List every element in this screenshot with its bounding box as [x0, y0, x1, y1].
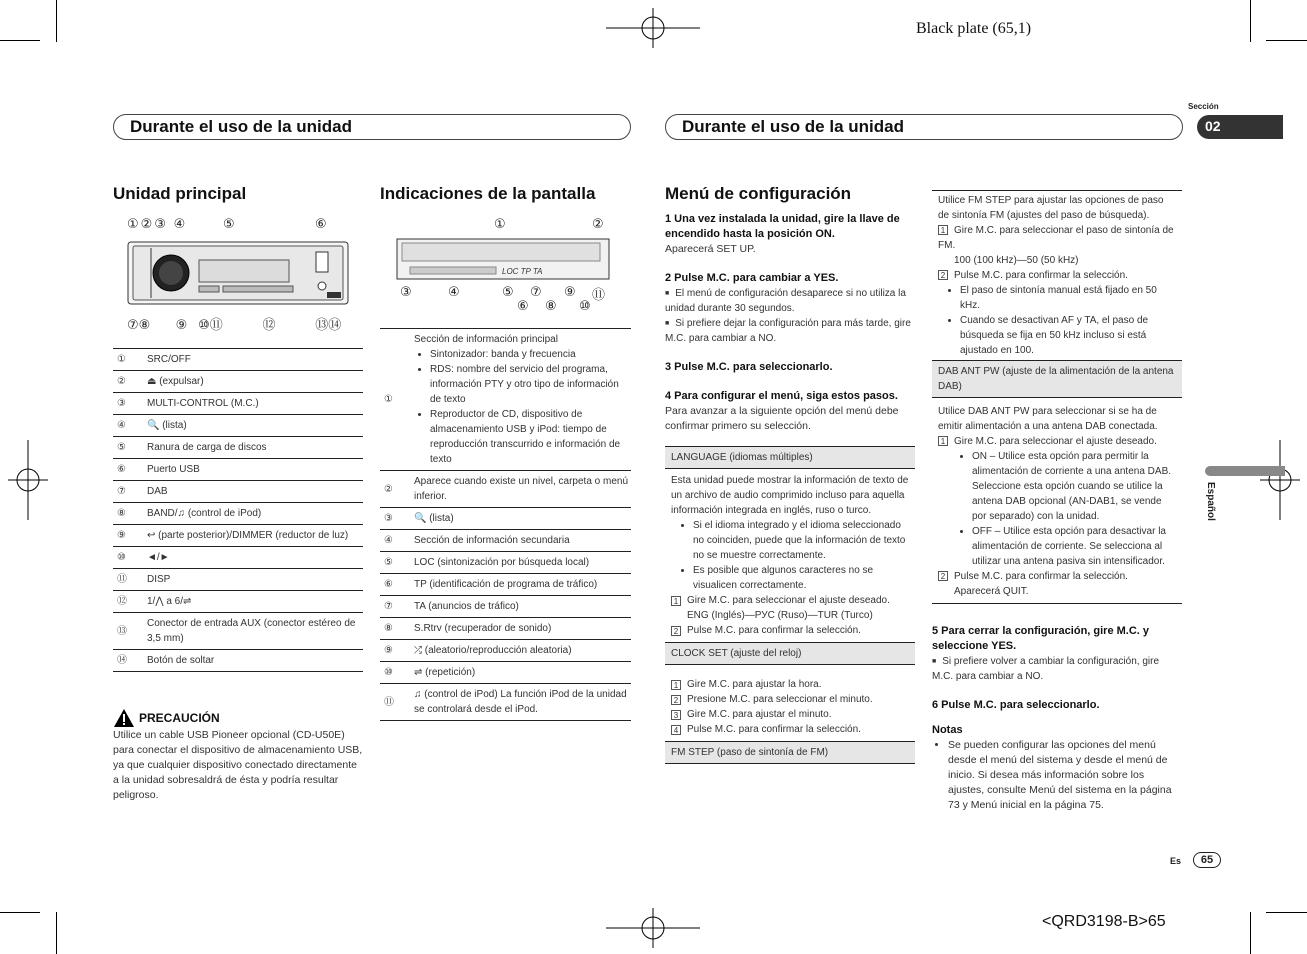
page-number: 65	[1193, 852, 1221, 868]
menu-column-1: 1 Una vez instalada la unidad, gire la llave de encendido hasta la posición ON. Aparecerá SET UP. 2 Pulse M.C. para cambiar a YES. ■ El menú de configuración desaparece si no utiliza la unidad durante 30 segundos. ■ Si prefiere dejar la configuración para más tarde, gire M.C. para cambiar a NO. 3 Pulse M.C. para seleccionarlo. 4 Para configurar el menú, siga estos pasos. Para avanzar a la siguiente opción del menú debe confirmar primero su selección. LANGUAGE (idiomas múltiples) Esta unidad puede mostrar la información de texto de un archivo de audio comprimido incluso para aquella información integrada en inglés, ruso o turco. • Si el idioma integrado y el idioma seleccionado no coinciden, puede que la información de texto no se muestre correctamente. • Es posible que algunos caracteres no se visualicen correctamente. 1 Gire M.C. para seleccionar el ajuste deseado. ENG (Inglés)—РУС (Ruso)—TUR (Turco) 2 Pulse M.C. para confirmar la selección. CLOCK SET (ajuste del reloj) 1 Gire M.C. para ajustar la hora. 2 Presione M.C. para seleccionar el minuto. 3 Gire M.C. para ajustar el minuto. 4 Pulse M.C. para confirmar la selección. FM STEP (paso de sintonía de FM)	[665, 212, 915, 764]
table-row: ⑧ BAND/♫ (control de iPod)	[113, 503, 363, 525]
plate-label: Black plate (65,1)	[916, 20, 1032, 37]
registration-mark-right	[1260, 440, 1300, 520]
language-tab-label: Español	[1205, 482, 1216, 521]
list-item: • OFF – Utilice esta opción para desactivar la alimentación de corriente. Se selecciona al utilizar una antena pasiva sin intensificador.	[972, 524, 1176, 569]
section-number-badge: 02	[1197, 115, 1283, 139]
head-unit-drawing	[127, 238, 351, 306]
list-item: • El paso de sintonía manual está fijado en 50 kHz.	[960, 283, 1176, 313]
lcd-indicators: LOC TP TA	[502, 267, 543, 276]
crop-mark	[56, 912, 57, 954]
display-callout-7: ⑦	[530, 284, 542, 299]
dab-heading: DAB ANT PW (ajuste de la alimentación de la antena DAB)	[932, 360, 1182, 398]
table-row: ⑦ DAB	[113, 481, 363, 503]
language-tab-marker	[1205, 466, 1285, 476]
crop-mark	[1266, 40, 1307, 41]
crop-mark	[56, 0, 57, 42]
table-row: ⑧ S.Rtrv (recuperador de sonido)	[380, 618, 631, 640]
display-title: Indicaciones de la pantalla	[380, 184, 596, 203]
language-options: ENG (Inglés)—РУС (Ruso)—TUR (Turco)	[687, 610, 873, 622]
section-label: Sección	[1188, 102, 1219, 111]
callout-bottom-group: ⑦⑧ ⑨ ⑩⑪ ⑫ ⑬⑭	[127, 317, 342, 332]
table-row: ⑦ TA (anuncios de tráfico)	[380, 596, 631, 618]
language-heading: LANGUAGE (idiomas múltiples)	[665, 446, 915, 469]
display-row-title: Sección de información principal	[414, 334, 558, 345]
table-row: ④ 🔍 (lista)	[113, 415, 363, 437]
step-2-title: 2 Pulse M.C. para cambiar a YES.	[665, 272, 839, 284]
display-callout-2: ②	[592, 216, 604, 231]
callout-6: ⑥	[315, 216, 327, 231]
lcd-drawing	[396, 238, 610, 280]
display-callout-6: ⑥	[517, 298, 529, 313]
menu-title: Menú de configuración	[665, 184, 852, 203]
table-row: ⑪ ♫ (control de iPod) La función iPod de la unidad se controlará desde el iPod.	[380, 684, 631, 721]
list-item: • Reproductor de CD, dispositivo de almacenamiento USB y iPod: tiempo de reproducción transcurrido e información de texto	[430, 407, 629, 467]
registration-mark-top	[606, 8, 700, 48]
table-row: ② Aparece cuando existe un nivel, carpeta o menú inferior.	[380, 471, 631, 508]
table-row: ⑫ 1/⋀ a 6/⇌	[113, 591, 363, 613]
caution-box	[113, 708, 365, 803]
crop-mark	[0, 40, 40, 41]
fm-step-values: 100 (100 kHz)—50 (50 kHz)	[954, 255, 1079, 266]
table-row: ④ Sección de información secundaria	[380, 530, 631, 552]
step-4-title: 4 Para configurar el menú, siga estos pasos.	[665, 390, 898, 403]
head-unit-illustration	[113, 214, 363, 334]
display-callout-8: ⑧	[545, 298, 557, 313]
notes-title: Notas	[932, 724, 963, 737]
callout-5: ⑤	[223, 216, 235, 231]
list-item: • Cuando se desactivan AF y TA, el paso de búsqueda se fija en 50 kHz incluso si está ajustado en 100.	[960, 313, 1176, 358]
fm-step-heading: FM STEP (paso de sintonía de FM)	[665, 741, 915, 764]
display-callout-3: ③	[400, 284, 412, 299]
table-row: ③ 🔍 (lista)	[380, 508, 631, 530]
display-callout-1: ①	[494, 216, 506, 231]
table-row: ⑨ ⤮ (aleatorio/reproducción aleatoria)	[380, 640, 631, 662]
clock-step: Presione M.C. para seleccionar el minuto.	[687, 694, 873, 706]
table-row: ⑤ Ranura de carga de discos	[113, 437, 363, 459]
step-5-title: 5 Para cerrar la configuración, gire M.C. y seleccione YES.	[932, 625, 1150, 652]
table-row: ⑬ Conector de entrada AUX (conector estéreo de 3,5 mm)	[113, 613, 363, 650]
step-3-title: 3 Pulse M.C. para seleccionarlo.	[665, 361, 833, 374]
right-page-header: Durante el uso de la unidad	[665, 114, 1183, 140]
crop-mark	[1250, 912, 1251, 954]
unit-parts-table	[113, 348, 363, 672]
clock-heading: CLOCK SET (ajuste del reloj)	[665, 642, 915, 665]
step-5-note: ■ Si prefiere volver a cambiar la configuración, gire M.C. para cambiar a NO.	[932, 654, 1182, 684]
table-row: ① SRC/OFF	[113, 349, 363, 371]
display-callout-11: ⑪	[592, 287, 606, 302]
display-table	[380, 328, 631, 721]
display-row: ① Sección de información principal • Sintonizador: banda y frecuencia • RDS: nombre del servicio del programa, información PTY y otro tipo de información de texto • Reproductor de CD, dispositivo de almacenamiento USB y iPod: tiempo de reproducción transcurrido e información de texto	[380, 329, 631, 471]
step-6-title: 6 Pulse M.C. para seleccionarlo.	[932, 699, 1100, 712]
step-1-title: 1 Una vez instalada la unidad, gire la llave de encendido hasta la posición ON.	[665, 213, 900, 240]
caution-text: Utilice un cable USB Pioneer opcional (CD-U50E) para conectar el dispositivo de almacenamiento USB, ya que cualquier dispositivo conectado directamente a la unidad sobresaldrá de ésta y podría resultar peligroso.	[113, 729, 363, 801]
list-item: • Sintonizador: banda y frecuencia	[430, 347, 629, 362]
callout-top-group: ①②③ ④	[127, 216, 188, 231]
registration-mark-left	[8, 440, 48, 520]
dab-step: Gire M.C. para seleccionar el ajuste deseado.	[954, 436, 1157, 447]
clock-step: Gire M.C. para ajustar el minuto.	[687, 709, 832, 721]
table-row: ⑤ LOC (sintonización por búsqueda local)	[380, 552, 631, 574]
language-code: Es	[1170, 856, 1182, 866]
display-illustration	[380, 214, 630, 314]
display-callout-9: ⑨	[564, 284, 576, 299]
table-row: ⑩ ◄/►	[113, 547, 363, 569]
fm-step-step: Pulse M.C. para confirmar la selección.	[954, 270, 1128, 281]
step-4-text: Para avanzar a la siguiente opción del menú debe confirmar primero su selección.	[665, 405, 899, 433]
table-row: ⑥ Puerto USB	[113, 459, 363, 481]
step-2-note: ■ Si prefiere dejar la configuración para más tarde, gire M.C. para cambiar a NO.	[665, 316, 915, 346]
display-callout-10: ⑩	[579, 298, 591, 313]
fm-step-step: Gire M.C. para seleccionar el paso de sintonía de FM.	[938, 225, 1174, 251]
notes-text: • Se pueden configurar las opciones del menú desde el menú del sistema y desde el menú de inicio. Si desea más información sobre los ajustes, consulte Menú del sistema en la página 73 y Menú inicial en la página 75.	[948, 738, 1182, 813]
table-row: ⑥ TP (identificación de programa de tráfico)	[380, 574, 631, 596]
table-row: ② ⏏ (expulsar)	[113, 371, 363, 393]
table-row: ⑨ ↩ (parte posterior)/DIMMER (reductor de luz)	[113, 525, 363, 547]
language-text: Esta unidad puede mostrar la información de texto de un archivo de audio comprimido incluso para aquella información integrada en inglés, ruso o turco.	[671, 475, 909, 517]
registration-mark-bottom	[606, 908, 700, 948]
table-row: ⑭ Botón de soltar	[113, 650, 363, 672]
display-callout-5: ⑤	[502, 284, 514, 299]
list-item: • Si el idioma integrado y el idioma seleccionado no coinciden, puede que la información de texto no se muestre correctamente.	[693, 518, 909, 563]
list-item: • ON – Utilice esta opción para permitir la alimentación de corriente a una antena DAB. Seleccione esta opción cuando se utilice la antena DAB opcional (AN-DAB1, se vende por separado) con la unidad.	[972, 449, 1176, 524]
document-code: <QRD3198-B>65	[1042, 913, 1166, 930]
clock-step: Pulse M.C. para confirmar la selección.	[687, 724, 861, 736]
dab-step: Aparecerá QUIT.	[954, 586, 1029, 597]
dab-step: Pulse M.C. para confirmar la selección.	[954, 571, 1128, 582]
warning-icon	[113, 708, 135, 728]
step-2-note: ■ El menú de configuración desaparece si no utiliza la unidad durante 30 segundos.	[665, 286, 915, 316]
crop-mark	[1266, 912, 1307, 913]
language-step: Gire M.C. para seleccionar el ajuste deseado.	[687, 595, 890, 607]
crop-mark	[1250, 0, 1251, 42]
left-page-header: Durante el uso de la unidad	[113, 114, 631, 140]
fm-step-text: Utilice FM STEP para ajustar las opciones de paso de sintonía FM (ajustes del paso de búsqueda).	[938, 195, 1164, 221]
table-row: ⑪ DISP	[113, 569, 363, 591]
unit-title: Unidad principal	[113, 184, 247, 203]
menu-column-2: Utilice FM STEP para ajustar las opciones de paso de sintonía FM (ajustes del paso de búsqueda). 1 Gire M.C. para seleccionar el paso de sintonía de FM. 100 (100 kHz)—50 (50 kHz) 2 Pulse M.C. para confirmar la selección. • El paso de sintonía manual está fijado en 50 kHz. • Cuando se desactivan AF y TA, el paso de búsqueda se fija en 50 kHz incluso si está ajustado en 100. DAB ANT PW (ajuste de la alimentación de la antena DAB) Utilice DAB ANT PW para seleccionar si se ha de emitir alimentación a una antena DAB conectada. 1 Gire M.C. para seleccionar el ajuste deseado. • ON – Utilice esta opción para permitir la alimentación de corriente a una antena DAB. Seleccione esta opción cuando se utilice la antena DAB opcional (AN-DAB1, se vende por separado) con la unidad. • OFF – Utilice esta opción para desactivar la alimentación de corriente. Se selecciona al utilizar una antena pasiva sin intensificador. 2 Pulse M.C. para confirmar la selección. Aparecerá QUIT. 5 Para cerrar la configuración, gire M.C. y seleccione YES. ■ Si prefiere volver a cambiar la configuración, gire M.C. para cambiar a NO. 6 Pulse M.C. para seleccionarlo. Notas • Se pueden configurar las opciones del menú desde el menú del sistema y desde el menú de inicio. Si desea más información sobre los ajustes, consulte Menú del sistema en la página 73 y Menú inicial en la página 75.	[932, 190, 1182, 813]
crop-mark	[0, 912, 40, 913]
table-row: ③ MULTI-CONTROL (M.C.)	[113, 393, 363, 415]
caution-title: PRECAUCIÓN	[139, 711, 220, 725]
dab-text: Utilice DAB ANT PW para seleccionar si se ha de emitir alimentación a una antena DAB conectada.	[938, 406, 1158, 432]
table-row: ⑩ ⇌ (repetición)	[380, 662, 631, 684]
display-callout-4: ④	[448, 284, 460, 299]
list-item: • Es posible que algunos caracteres no se visualicen correctamente.	[693, 563, 909, 593]
step-1-text: Aparecerá SET UP.	[665, 243, 756, 255]
clock-step: Gire M.C. para ajustar la hora.	[687, 679, 822, 691]
list-item: • RDS: nombre del servicio del programa, información PTY y otro tipo de información de texto	[430, 362, 629, 407]
language-step: Pulse M.C. para confirmar la selección.	[687, 625, 861, 637]
